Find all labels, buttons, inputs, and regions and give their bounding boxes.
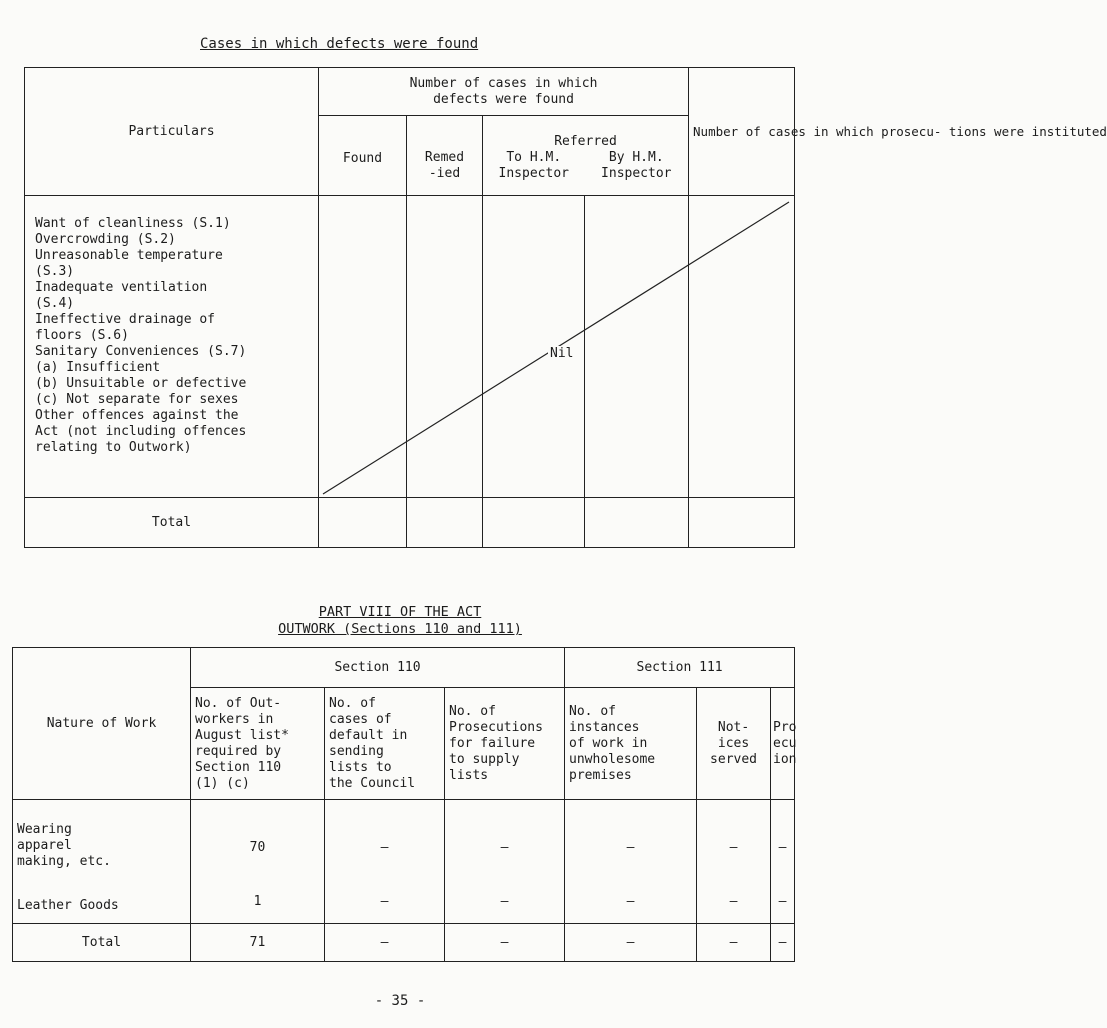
row-value: 1 xyxy=(253,894,262,909)
row-value: – xyxy=(729,840,738,855)
part8-subtitle: OUTWORK (Sections 110 and 111) xyxy=(278,621,522,637)
row-value: – xyxy=(500,894,509,909)
header-to-hm-inspector: To H.M. Inspector xyxy=(498,149,569,181)
total-value: – xyxy=(445,924,565,962)
header-prosecutions-lists: No. of Prosecutions for failure to supply lists xyxy=(445,688,565,800)
header-referred: Referred xyxy=(554,133,617,149)
row-value: – xyxy=(729,894,738,909)
total-value: – xyxy=(325,924,445,962)
header-found: Found xyxy=(319,116,407,196)
nil-label: Nil xyxy=(550,346,574,361)
row-value: – xyxy=(500,840,509,855)
header-number-found: Number of cases in which defects were found xyxy=(319,68,689,116)
total-value: – xyxy=(771,924,795,962)
row-value: – xyxy=(626,840,635,855)
header-prosecutions: Number of cases in which prosecu- tions were instituted xyxy=(689,68,795,196)
row-name: Wearing apparel making, etc. xyxy=(17,822,111,869)
row-value: – xyxy=(380,894,389,909)
header-nature-of-work: Nature of Work xyxy=(13,648,191,800)
page-number: - 35 - xyxy=(374,993,426,1009)
page-title: Cases in which defects were found xyxy=(200,36,479,52)
row-value: – xyxy=(778,840,787,855)
particulars-list: Want of cleanliness (S.1) Overcrowding (S.2) Unreasonable temperature (S.3) Inadequate ventilation (S.4) Ineffective drainage of floors (S.6) Sanitary Conveniences (S.7) (a) Insufficient (b) Unsuitable or defective (c) Not separate for sexes Other offences against the Act (not including offences relating to Outwork) xyxy=(25,196,319,498)
part8-title: PART VIII OF THE ACT xyxy=(318,604,482,620)
header-section-110: Section 110 xyxy=(191,648,565,688)
defects-table xyxy=(24,67,1107,548)
header-default-cases: No. of cases of default in sending lists to the Council xyxy=(325,688,445,800)
header-by-hm-inspector: By H.M. Inspector xyxy=(601,149,672,181)
total-value: – xyxy=(697,924,771,962)
nil-diagonal-cell xyxy=(319,196,795,498)
total-label: Total xyxy=(13,924,191,962)
header-unwholesome: No. of instances of work in unwholesome premises xyxy=(565,688,697,800)
header-notices: Not- ices served xyxy=(697,688,771,800)
row-value: – xyxy=(778,894,787,909)
row-name: Leather Goods xyxy=(17,898,119,913)
row-value: – xyxy=(380,840,389,855)
total-label: Total xyxy=(25,498,319,548)
outwork-table xyxy=(12,647,795,962)
total-value: 71 xyxy=(191,924,325,962)
header-particulars: Particulars xyxy=(25,68,319,196)
header-remedied: Remed -ied xyxy=(407,116,483,196)
header-section-111: Section 111 xyxy=(565,648,795,688)
row-value: 70 xyxy=(249,840,266,855)
total-value: – xyxy=(565,924,697,962)
header-prosecutions-111: Pro ecu ion xyxy=(771,688,795,800)
header-outworkers: No. of Out- workers in August list* required by Section 110 (1) (c) xyxy=(191,688,325,800)
row-value: – xyxy=(626,894,635,909)
